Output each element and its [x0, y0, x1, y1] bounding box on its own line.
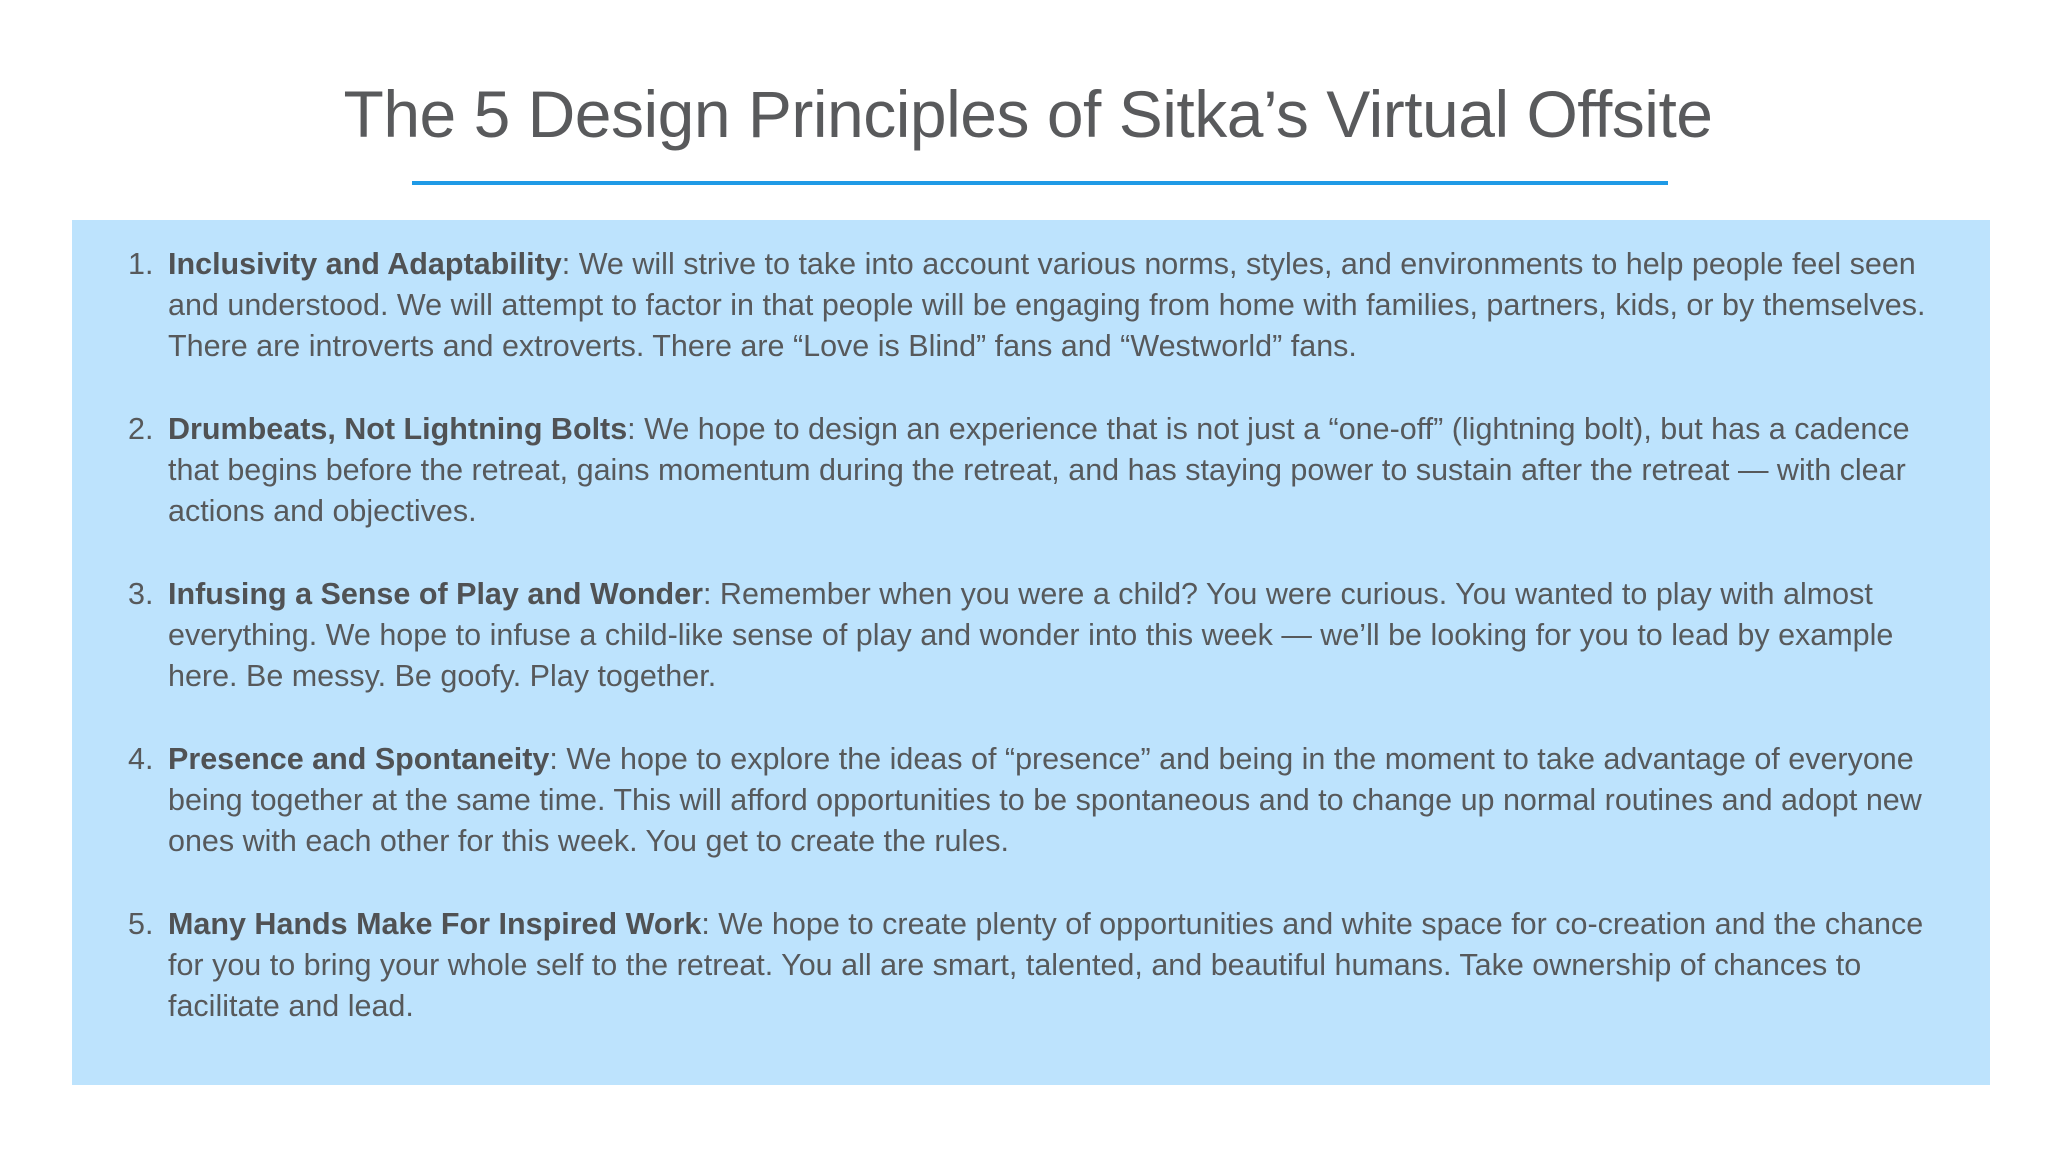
principle-heading: Infusing a Sense of Play and Wonder: [168, 577, 703, 611]
principle-number: 5.: [128, 907, 154, 941]
principle-number: 4.: [128, 742, 154, 776]
title-underline: [412, 181, 1668, 185]
page-title: The 5 Design Principles of Sitka’s Virtual Offsite: [343, 77, 1713, 151]
principle-heading: Many Hands Make For Inspired Work: [168, 907, 702, 941]
principle-body: : We hope to explore the ideas of “presence” and being in the moment to take advantage of everyone being together at the same time. This will afford opportunities to be spontaneous and to change up normal routines and adopt new ones with each other for this week. You get to create the rules.: [168, 742, 1922, 858]
principle-body: : We will strive to take into account various norms, styles, and environments to help people feel seen and understood. We will attempt to factor in that people will be engaging from home with families, partners, kids, or by themselves. There are introverts and extroverts. There are “Love is Blind” fans and “Westworld” fans.: [168, 247, 1926, 363]
principle-heading: Presence and Spontaneity: [168, 742, 550, 776]
principle-item-5: [72, 904, 1990, 1027]
principle-heading: Drumbeats, Not Lightning Bolts: [168, 412, 628, 446]
principle-number: 1.: [128, 247, 154, 281]
principle-body: : We hope to create plenty of opportunities and white space for co-creation and the chance for you to bring your whole self to the retreat. You all are smart, talented, and beautiful humans. Take ownership of chances to facilitate and lead.: [168, 907, 1924, 1023]
principle-number: 2.: [128, 412, 154, 446]
principle-item-2: [72, 409, 1990, 532]
principle-heading: Inclusivity and Adaptability: [168, 247, 562, 281]
principles-list: [72, 244, 1990, 1069]
principle-item-3: [72, 574, 1990, 697]
principle-item-4: [72, 739, 1990, 862]
principle-body: : We hope to design an experience that is not just a “one-off” (lightning bolt), but has a cadence that begins before the retreat, gains momentum during the retreat, and has staying power to sustain after the retreat — with clear actions and objectives.: [168, 412, 1910, 528]
principles-panel: [72, 220, 1990, 1085]
principle-body: : Remember when you were a child? You were curious. You wanted to play with almost everything. We hope to infuse a child-like sense of play and wonder into this week — we’ll be looking for you to lead by example here. Be messy. Be goofy. Play together.: [168, 577, 1894, 693]
principle-number: 3.: [128, 577, 154, 611]
principle-item-1: [72, 244, 1990, 367]
